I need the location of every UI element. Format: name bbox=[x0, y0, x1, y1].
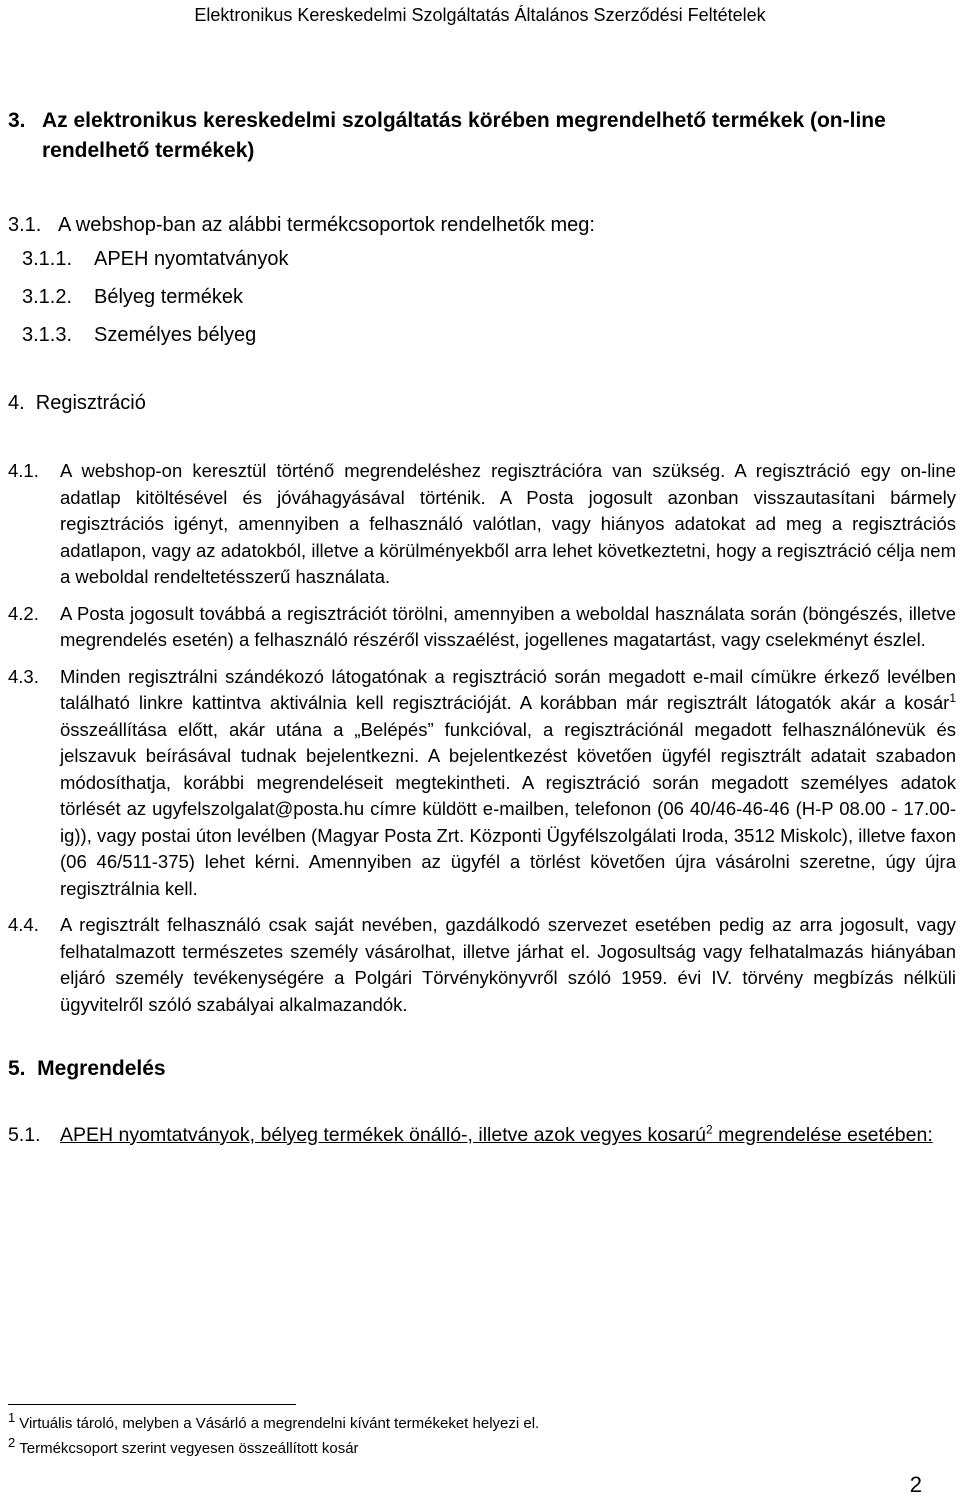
item-text: A webshop-ban az alábbi termékcsoportok rendelhetők meg: bbox=[58, 214, 595, 236]
paragraph-text-part: APEH nyomtatványok, bélyeg termékek önálló-, illetve azok vegyes kosarú bbox=[60, 1124, 706, 1146]
paragraph-text: A Posta jogosult továbbá a regisztrációt törölni, amennyiben a weboldal használata során (böngészés, illetve megrendelés esetén) a felhasználó részéről visszaélést, jogellenes magatartást, vagy cselekményt észlel. bbox=[60, 602, 956, 650]
paragraph-text bbox=[60, 1122, 956, 1148]
footnote-text: Virtuális tároló, melyben a Vásárló a megrendelni kívánt termékeket helyezi el. bbox=[19, 1415, 540, 1432]
paragraph-number: 4.4. bbox=[8, 914, 39, 935]
document-header: Elektronikus Kereskedelmi Szolgáltatás Általános Szerződési Feltételek bbox=[194, 5, 766, 25]
item-3-1 bbox=[8, 210, 956, 240]
footnote-number: 1 bbox=[8, 1410, 16, 1425]
list-item bbox=[22, 316, 956, 354]
section-3-heading bbox=[8, 106, 956, 166]
footnote-text: Termékcsoport szerint vegyesen összeállított kosár bbox=[19, 1440, 359, 1457]
footnote bbox=[8, 1435, 708, 1459]
section-heading-text: 4. Regisztráció bbox=[8, 392, 146, 414]
item-number: 3.1. bbox=[8, 214, 42, 236]
footnote-divider bbox=[8, 1404, 296, 1405]
paragraph-4-1 bbox=[8, 458, 956, 591]
section-title-line-1: Az elektronikus kereskedelmi szolgáltatás körében megrendelhető termékek (on-line bbox=[42, 109, 886, 132]
paragraph-number: 4.2. bbox=[8, 602, 39, 624]
page-number: 2 bbox=[909, 1472, 922, 1497]
section-title bbox=[42, 106, 886, 166]
paragraph-number: 4.1. bbox=[8, 460, 39, 481]
footnote-ref[interactable]: 2 bbox=[705, 1122, 713, 1137]
item-number: 3.1.3. bbox=[22, 324, 73, 346]
item-number: 3.1.1. bbox=[22, 248, 73, 270]
footnote-number: 2 bbox=[8, 1435, 16, 1450]
footnotes bbox=[8, 1404, 708, 1459]
item-text: APEH nyomtatványok bbox=[94, 248, 289, 270]
paragraph-number: 5.1. bbox=[8, 1124, 41, 1146]
list-item bbox=[22, 278, 956, 316]
footnote-ref[interactable]: 1 bbox=[949, 690, 956, 705]
paragraph-text bbox=[60, 664, 956, 903]
page-body bbox=[8, 106, 956, 1148]
item-text: Bélyeg termékek bbox=[94, 286, 243, 308]
paragraph-5-1 bbox=[8, 1122, 956, 1148]
paragraph-text: A regisztrált felhasználó csak saját nevében, gazdálkodó szervezet esetében pedig az arra jogosult, vagy felhatalmazott természetes személy vásárolhat, illetve járhat el. Jogosultság vagy felhatalmazás hiányában eljáró személy tevékenységére a Polgári Törvénykönyvről szóló 1959. évi IV. törvény megbízás nélküli ügyvitelről szóló szabályai alkalmazandók. bbox=[60, 914, 956, 1015]
paragraph-4-3 bbox=[8, 664, 956, 903]
paragraph-text-part: Minden regisztrálni szándékozó látogatónak a regisztráció során megadott e-mail címükre érkező levélben található linkre kattintva aktiválnia kell regisztrációját. A korábban már regisztrált látogatók akár a kosár bbox=[60, 665, 956, 713]
section-title-line-2: rendelhető termékek) bbox=[42, 139, 255, 162]
paragraph-4-2 bbox=[8, 601, 956, 654]
paragraph-text-part: összeállítása előtt, akár utána a „Belépés” funkcióval, a regisztrációnál megadott felhasználónevük és jelszavuk beírásával tudnak bejelentkezni. A bejelentkezést követően ügyfél regisztrált adatait szabadon módosíthatja, korábbi megrendeléseit megtekintheti. A regisztráció során megadott személyes adatok törlését az ugyfelszolgalat@posta.hu címre küldött e-mailben, telefonon (06 40/46-46-46 (H-P 08.00 - 17.00-ig)), vagy postai úton levélben (Magyar Posta Zrt. Központi Ügyfélszolgálati Iroda, 3512 Miskolc), illetve faxon (06 46/511-375) lehet kérni. Amennyiben az ügyfél a törlést követően újra vásárolni szeretne, úgy újra regisztrálnia kell. bbox=[60, 718, 956, 899]
footnote bbox=[8, 1410, 708, 1434]
paragraph-4-4 bbox=[8, 912, 956, 1018]
paragraph-text-part: megrendelése esetében: bbox=[712, 1124, 933, 1146]
paragraph-number: 4.3. bbox=[8, 665, 39, 687]
paragraph-text: A webshop-on keresztül történő megrendeléshez regisztrációra van szükség. A regisztráció egy on-line adatlap kitöltésével és jóváhagyásával történik. A Posta jogosult azonban visszautasítani bármely regisztrációs igényt, amennyiben a felhasználó valótlan, vagy hiányos adatokat ad meg a regisztrációs adatlapon, vagy az adatokból, illetve a körülményekből arra lehet következtetni, hogy a regisztráció célja nem a weboldal rendeltetésszerű használata. bbox=[60, 460, 956, 587]
section-5-heading: 5. Megrendelés bbox=[8, 1057, 166, 1080]
section-number: 3. bbox=[8, 109, 26, 132]
item-text: Személyes bélyeg bbox=[94, 324, 257, 346]
section-4-heading bbox=[8, 388, 956, 418]
item-number: 3.1.2. bbox=[22, 286, 73, 308]
list-item bbox=[22, 240, 956, 278]
